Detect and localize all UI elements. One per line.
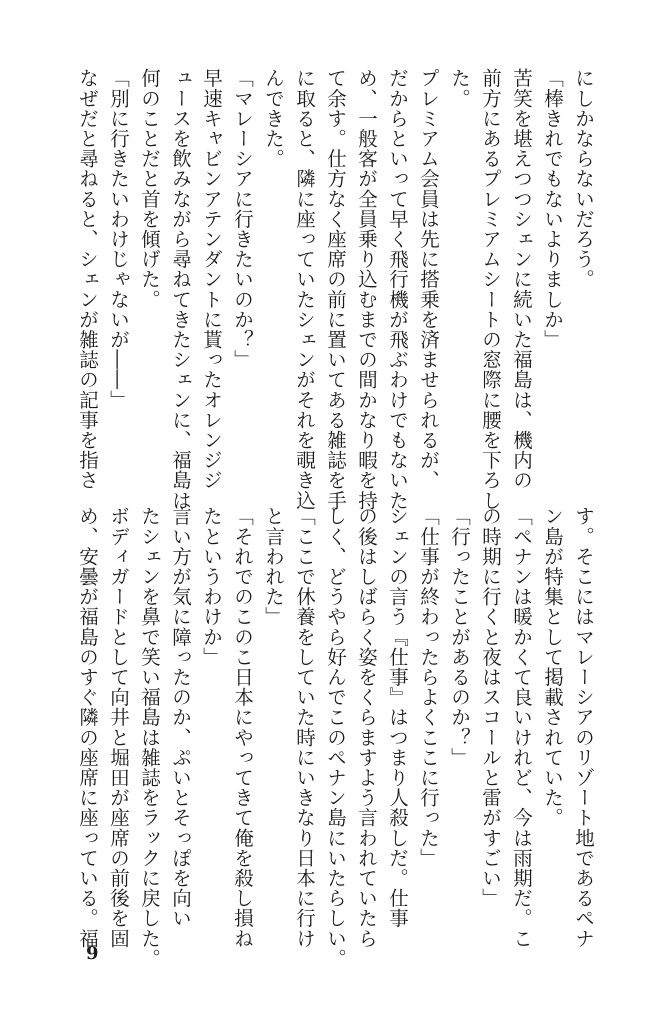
- text-line: た。: [448, 68, 471, 109]
- text-block-bottom: [76, 506, 599, 969]
- text-line: プレミアム会員は先に搭乗を済ませられるが、: [417, 68, 440, 491]
- text-line: 「仕事が終わったらよくここに行った」: [417, 506, 440, 868]
- text-block-top: [76, 68, 599, 511]
- text-line: 言い方が気に障ったのか、ぷいとそっぽを向い: [169, 506, 192, 929]
- text-line: 「マレーシアに行きたいのか？」: [231, 68, 254, 370]
- page-number: 9: [86, 943, 99, 964]
- text-line: にしかならないだろう。: [572, 68, 595, 290]
- text-line: なぜだと尋ねると、シェンが雑誌の記事を指さ: [76, 68, 99, 491]
- text-line: 早速キャビンアテンダントに貰ったオレンジジ: [200, 68, 223, 491]
- text-line: たシェンを鼻で笑い福島は雑誌をラックに戻した。: [138, 506, 161, 969]
- text-line: め、安曇が福島のすぐ隣の座席に座っている。福: [76, 506, 99, 949]
- text-line: め、一般客が全員乗り込むまでの間かなり暇を持: [355, 68, 378, 511]
- text-line: て余す。仕方なく座席の前に置いてある雑誌を手: [324, 68, 347, 511]
- text-line: シェンの言う『仕事』はつまり人殺しだ。仕事: [386, 506, 409, 929]
- text-line: 「別に行きたいわけじゃないが――」: [107, 68, 130, 410]
- text-line: の時期に行くと夜はスコールと雷がすごい」: [479, 506, 502, 908]
- text-line: に取ると、隣に座っていたシェンがそれを覗き込: [293, 68, 316, 511]
- text-line: 「それでのこのこ日本にやってきて俺を殺し損ね: [231, 506, 254, 949]
- text-line: と言われた」: [262, 506, 285, 627]
- text-line: 「棒きれでもないよりましか」: [541, 68, 564, 350]
- text-line: 何のことだと首を傾げた。: [138, 68, 161, 310]
- text-line: だからといって早く飛行機が飛ぶわけでもないた: [386, 68, 409, 511]
- text-line: ン島が特集として掲載されていた。: [541, 506, 564, 828]
- text-line: 「行ったことがあるのか？」: [448, 506, 471, 768]
- text-line: 「ペナンは暖かくて良いけれど、今は雨期だ。こ: [510, 506, 533, 949]
- text-line: たというわけか」: [200, 506, 223, 667]
- text-line: 前方にあるプレミアムシートの窓際に腰を下ろし: [479, 68, 502, 511]
- text-line: ボディガードとして向井と堀田が座席の前後を固: [107, 506, 130, 949]
- text-line: の後はしばらく姿をくらますよう言われていたら: [355, 506, 378, 949]
- text-line: 「ここで休養をしていた時にいきなり日本に行け: [293, 506, 316, 949]
- text-line: ュースを飲みながら尋ねてきたシェンに、福島は: [169, 68, 192, 511]
- text-line: しく、どうやら好んでこのペナン島にいたらしい。: [324, 506, 347, 969]
- text-line: す。そこにはマレーシアのリゾート地であるペナ: [572, 506, 595, 949]
- text-line: 苦笑を堪えつつシェンに続いた福島は、機内の: [510, 68, 533, 491]
- text-line: んできた。: [262, 68, 285, 169]
